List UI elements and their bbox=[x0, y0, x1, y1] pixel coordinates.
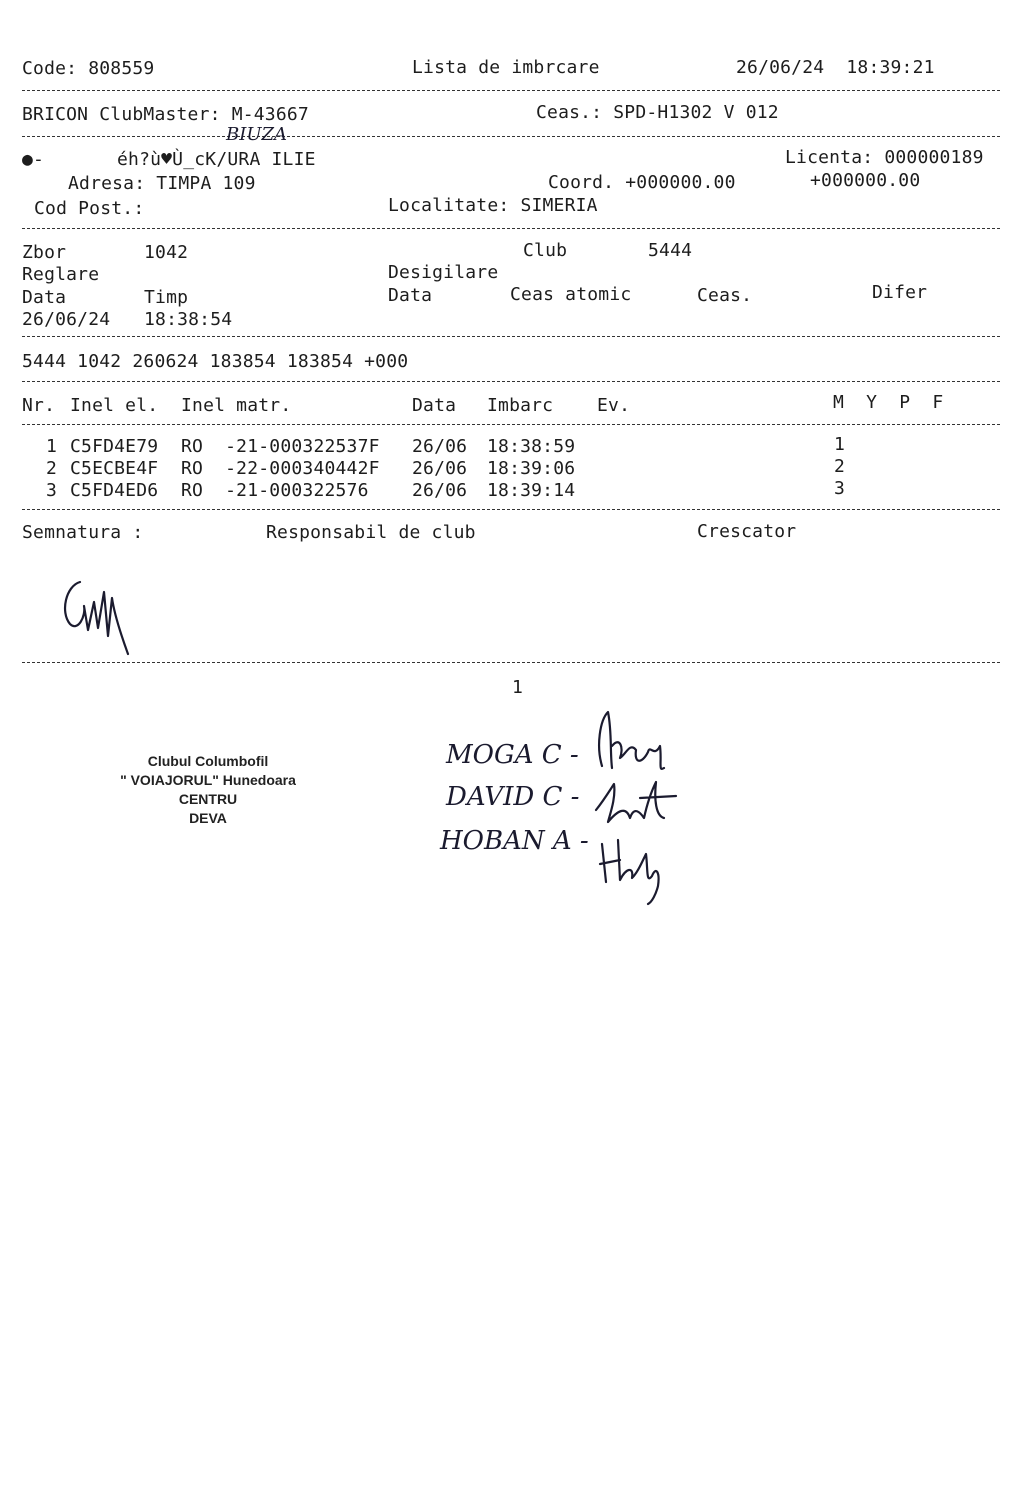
stamp-line: Clubul Columbofil bbox=[147, 753, 269, 769]
column-m-y-p-f: M Y P F bbox=[833, 392, 944, 413]
column-imbarc: Imbarc bbox=[487, 395, 554, 416]
clock-id: Ceas.: SPD-H1302 V 012 bbox=[536, 102, 779, 123]
club-responsible-label: Responsabil de club bbox=[266, 522, 476, 543]
row-m: 2 bbox=[834, 456, 846, 477]
divider bbox=[22, 424, 1000, 425]
document-code: Code: 808559 bbox=[22, 58, 155, 79]
divider bbox=[22, 662, 1000, 663]
stamp-line: " VOIAJORUL" Hunedoara bbox=[120, 772, 296, 788]
witness-name: MOGA C - bbox=[446, 740, 579, 770]
summary-line: 5444 1042 260624 183854 183854 +000 bbox=[22, 351, 409, 372]
club-responsible-signature bbox=[58, 572, 148, 662]
column-inel-matr: Inel matr. bbox=[181, 395, 292, 416]
row-nr: 2 bbox=[46, 458, 58, 479]
row-imbarc: 18:39:14 bbox=[487, 480, 576, 501]
divider bbox=[22, 381, 1000, 382]
reglare-time: 18:38:54 bbox=[144, 309, 233, 330]
row-nr: 3 bbox=[46, 480, 58, 501]
atomic-clock-label: Ceas atomic bbox=[510, 284, 632, 305]
row-nr: 1 bbox=[46, 436, 58, 457]
column-ev: Ev. bbox=[597, 395, 631, 416]
row-data: 26/06 bbox=[412, 480, 468, 501]
row-inel-el: C5ECBE4F bbox=[70, 458, 159, 479]
signature-label: Semnatura : bbox=[22, 522, 144, 543]
data-label: Data bbox=[22, 287, 67, 308]
divider bbox=[22, 336, 1000, 337]
row-inel-el: C5FD4E79 bbox=[70, 436, 159, 457]
timp-label: Timp bbox=[144, 287, 189, 308]
desigilare-label: Desigilare bbox=[388, 262, 499, 283]
coordinates: Coord. +000000.00 bbox=[548, 172, 736, 193]
divider bbox=[22, 509, 1000, 510]
club-label: Club bbox=[523, 240, 568, 261]
row-m: 1 bbox=[834, 434, 846, 455]
postal-code: Cod Post.: bbox=[34, 198, 145, 219]
license-number: Licenta: 000000189 bbox=[785, 147, 984, 168]
coordinates-second: +000000.00 bbox=[810, 170, 921, 191]
row-data: 26/06 bbox=[412, 458, 468, 479]
difference-label: Difer bbox=[872, 282, 928, 303]
flight-label: Zbor bbox=[22, 242, 67, 263]
reglare-date: 26/06/24 bbox=[22, 309, 111, 330]
witness-signature-moga bbox=[590, 706, 680, 776]
row-m: 3 bbox=[834, 478, 846, 499]
witness-name: DAVID C - bbox=[446, 782, 580, 812]
stamp-line: DEVA bbox=[189, 810, 227, 826]
flight-number: 1042 bbox=[144, 242, 189, 263]
row-inel-matr: RO -22-000340442F bbox=[181, 458, 380, 479]
divider bbox=[22, 136, 1000, 137]
owner-address: Adresa: TIMPA 109 bbox=[68, 173, 256, 194]
divider bbox=[22, 90, 1000, 91]
locality: Localitate: SIMERIA bbox=[388, 195, 598, 216]
stamp-line: CENTRU bbox=[178, 791, 238, 807]
witness-signature-hoban bbox=[590, 832, 680, 906]
clubmaster-id: BRICON ClubMaster: M-43667 bbox=[22, 104, 309, 125]
bullet-marker: ●- bbox=[22, 149, 45, 170]
row-data: 26/06 bbox=[412, 436, 468, 457]
row-imbarc: 18:38:59 bbox=[487, 436, 576, 457]
row-inel-matr: RO -21-000322537F bbox=[181, 436, 380, 457]
row-imbarc: 18:39:06 bbox=[487, 458, 576, 479]
owner-name: éh?ù♥Ù_cK/URA ILIE bbox=[117, 149, 316, 170]
handwritten-name-correction: BIUZA bbox=[226, 124, 288, 145]
witness-signature-david bbox=[590, 770, 680, 830]
column-nr: Nr. bbox=[22, 395, 56, 416]
clock-label: Ceas. bbox=[697, 285, 753, 306]
document-title: Lista de imbrcare bbox=[412, 57, 600, 78]
page-number: 1 bbox=[512, 677, 524, 698]
row-inel-el: C5FD4ED6 bbox=[70, 480, 159, 501]
divider bbox=[22, 228, 1000, 229]
print-datetime: 26/06/24 18:39:21 bbox=[736, 57, 935, 78]
row-inel-matr: RO -21-000322576 bbox=[181, 480, 369, 501]
witness-name: HOBAN A - bbox=[440, 826, 589, 856]
club-stamp bbox=[98, 752, 318, 828]
breeder-label: Crescator bbox=[697, 521, 797, 542]
reglare-label: Reglare bbox=[22, 264, 100, 285]
club-number: 5444 bbox=[648, 240, 693, 261]
data-label-2: Data bbox=[388, 285, 433, 306]
column-inel-el: Inel el. bbox=[70, 395, 159, 416]
column-data: Data bbox=[412, 395, 457, 416]
